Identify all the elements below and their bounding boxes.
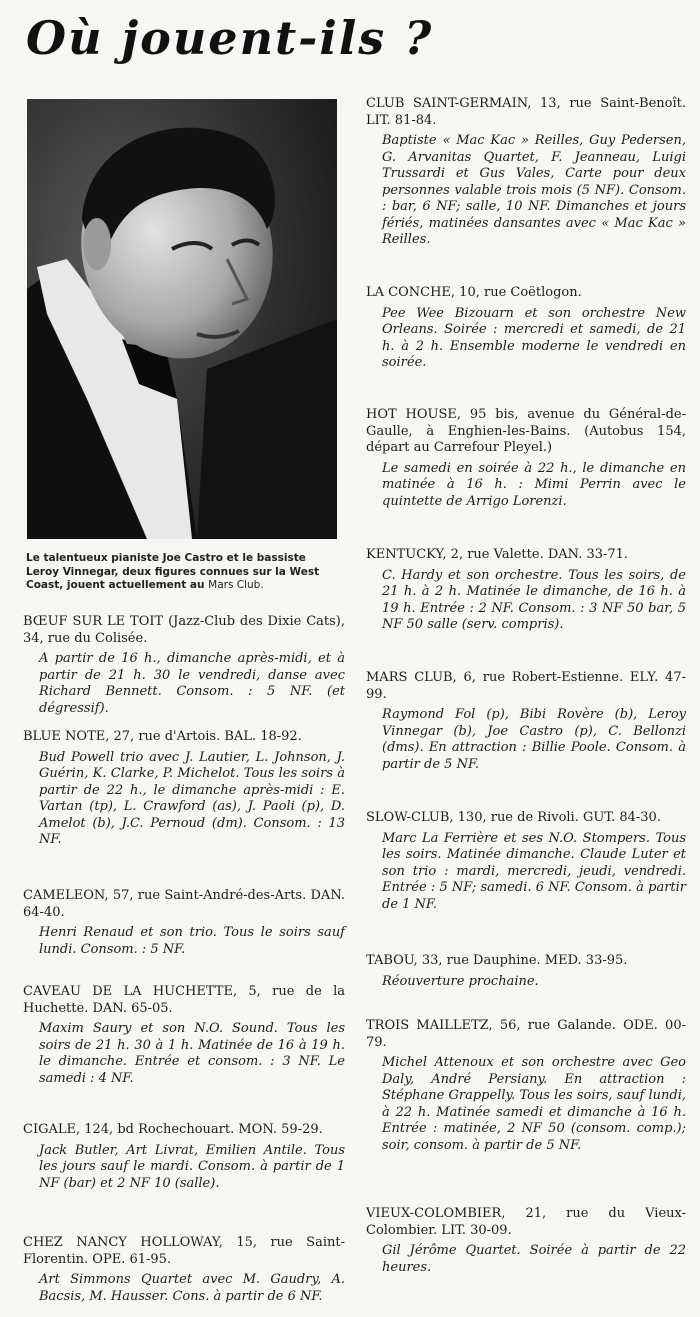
club-listing	[366, 407, 686, 547]
photo-caption	[26, 552, 342, 593]
left-column	[23, 614, 345, 1305]
club-listing	[23, 1122, 345, 1235]
club-details: Bud Powell trio avec J. Lautier, L. Johnson, J. Guérin, K. Clarke, P. Michelot. Tous les soirs à partir de 22 h., le dimanche après-midi : E. Vartan (tp), L. Crawford (as), J. Paoli (p), D. Amelot (b), J.C. Pernoud (dm). Consom. : 13 NF.	[39, 749, 345, 847]
club-details: Réouverture prochaine.	[382, 973, 539, 989]
club-heading: TABOU, 33, rue Dauphine. MED. 33-95.	[366, 953, 628, 968]
club-heading: TROIS MAILLETZ, 56, rue Galande. ODE. 00-79.	[366, 1018, 686, 1050]
club-listing	[366, 547, 686, 670]
club-heading: KENTUCKY, 2, rue Valette. DAN. 33-71.	[366, 547, 629, 562]
club-listing	[366, 96, 686, 285]
club-listing	[366, 810, 686, 953]
club-listing	[366, 1018, 686, 1206]
club-details: Henri Renaud et son trio. Tous le soirs sauf lundi. Consom. : 5 NF.	[39, 925, 345, 957]
club-heading: CHEZ NANCY HOLLOWAY, 15, rue Saint-Florentin. OPE. 61-95.	[23, 1235, 345, 1267]
club-details: Marc La Ferrière et ses N.O. Stompers. Tous les soirs. Matinée dimanche. Claude Luter et son trio : mardi, mercredi, jeudi, vendredi. Entrée : 5 NF; samedi. 6 NF. Consom. à partir de 1 NF.	[382, 830, 686, 912]
club-details: Art Simmons Quartet avec M. Gaudry, A. Bacsis, M. Hausser. Cons. à partir de 6 NF.	[39, 1272, 345, 1304]
club-listing	[23, 729, 345, 888]
club-details: Michel Attenoux et son orchestre avec Geo Daly, André Persiany. En attraction : Stéphane Grappelly. Tous les soirs, sauf lundi, à 22 h. Matinée samedi et dimanche à 16 h. Entrée : matinée, 2 NF 50 (consom. comp.); soir, consom. à partir de 5 NF.	[382, 1055, 686, 1153]
club-listing	[23, 614, 345, 729]
club-heading: VIEUX-COLOMBIER, 21, rue du Vieux-Colombier. LIT. 30-09.	[366, 1206, 686, 1238]
club-details: Jack Butler, Art Livrat, Emilien Antile. Tous les jours sauf le mardi. Consom. à partir de 1 NF (bar) et 2 NF 10 (salle).	[39, 1142, 345, 1191]
club-details: Baptiste « Mac Kac » Reilles, Guy Pedersen, G. Arvanitas Quartet, F. Jeanneau, Luigi Trussardi et Gus Vales, Carte pour deux personnes valable trois mois (5 NF). Consom. : bar, 6 NF; salle, 10 NF. Dimanches et jours fériés, matinées dansantes avec « Mac Kac » Reilles.	[382, 133, 686, 247]
club-heading: BŒUF SUR LE TOIT (Jazz-Club des Dixie Cats), 34, rue du Colisée.	[23, 614, 345, 646]
caption-text: Le talentueux pianiste Joe Castro et le bassiste Leroy Vinnegar, deux figures connues sur la West Coast, jouent actuellement au	[26, 552, 320, 591]
club-listing	[366, 670, 686, 810]
portrait-illustration	[27, 99, 337, 539]
club-details: Gil Jérôme Quartet. Soirée à partir de 22 heures.	[382, 1243, 686, 1275]
club-details: Raymond Fol (p), Bibi Rovère (b), Leroy Vinnegar (b), Joe Castro (p), C. Bellonzi (dms). En attraction : Billie Poole. Consom. à partir de 5 NF.	[382, 707, 686, 772]
caption-club: Mars Club.	[208, 579, 264, 591]
club-details: C. Hardy et son orchestre. Tous les soirs, de 21 h. à 2 h. Matinée le dimanche, de 16 h. à 19 h. Entrée : 2 NF. Consom. : 3 NF 50 bar, 5 NF 50 salle (serv. compris).	[382, 567, 686, 632]
portrait-photo	[27, 99, 337, 539]
club-heading: CAMELEON, 57, rue Saint-André-des-Arts. DAN. 64-40.	[23, 888, 345, 920]
club-details: Pee Wee Bizouarn et son orchestre New Orleans. Soirée : mercredi et samedi, de 21 h. à 2 h. Ensemble moderne le vendredi en soirée.	[382, 305, 686, 370]
club-listing	[23, 888, 345, 984]
club-heading: SLOW-CLUB, 130, rue de Rivoli. GUT. 84-30.	[366, 810, 661, 825]
club-details: Le samedi en soirée à 22 h., le dimanche en matinée à 16 h. : Mimi Perrin avec le quintette de Arrigo Lorenzi.	[382, 460, 686, 509]
club-listing	[366, 1206, 686, 1276]
club-details: A partir de 16 h., dimanche après-midi, et à partir de 21 h. 30 le vendredi, danse avec Richard Bennett. Consom. : 5 NF. (et dégressif).	[39, 651, 345, 716]
club-heading: CAVEAU DE LA HUCHETTE, 5, rue de la Huchette. DAN. 65-05.	[23, 984, 345, 1016]
club-heading: CLUB SAINT-GERMAIN, 13, rue Saint-Benoît. LIT. 81-84.	[366, 96, 686, 128]
page-title: Où jouent-ils ?	[26, 11, 434, 65]
club-heading: HOT HOUSE, 95 bis, avenue du Général-de-Gaulle, à Enghien-les-Bains. (Autobus 154, départ au Carrefour Pleyel.)	[366, 407, 686, 455]
club-heading: BLUE NOTE, 27, rue d'Artois. BAL. 18-92.	[23, 729, 302, 744]
club-listing	[23, 984, 345, 1122]
club-heading: LA CONCHE, 10, rue Coëtlogon.	[366, 285, 582, 300]
club-listing	[366, 953, 686, 1018]
club-listing	[23, 1235, 345, 1305]
club-heading: MARS CLUB, 6, rue Robert-Estienne. ELY. 47-99.	[366, 670, 686, 702]
club-heading: CIGALE, 124, bd Rochechouart. MON. 59-29.	[23, 1122, 323, 1137]
club-details: Maxim Saury et son N.O. Sound. Tous les soirs de 21 h. 30 à 1 h. Matinée de 16 à 19 h. le dimanche. Entrée et consom. : 3 NF. Le samedi : 4 NF.	[39, 1021, 345, 1086]
club-listing	[366, 285, 686, 407]
right-column	[366, 96, 686, 1276]
